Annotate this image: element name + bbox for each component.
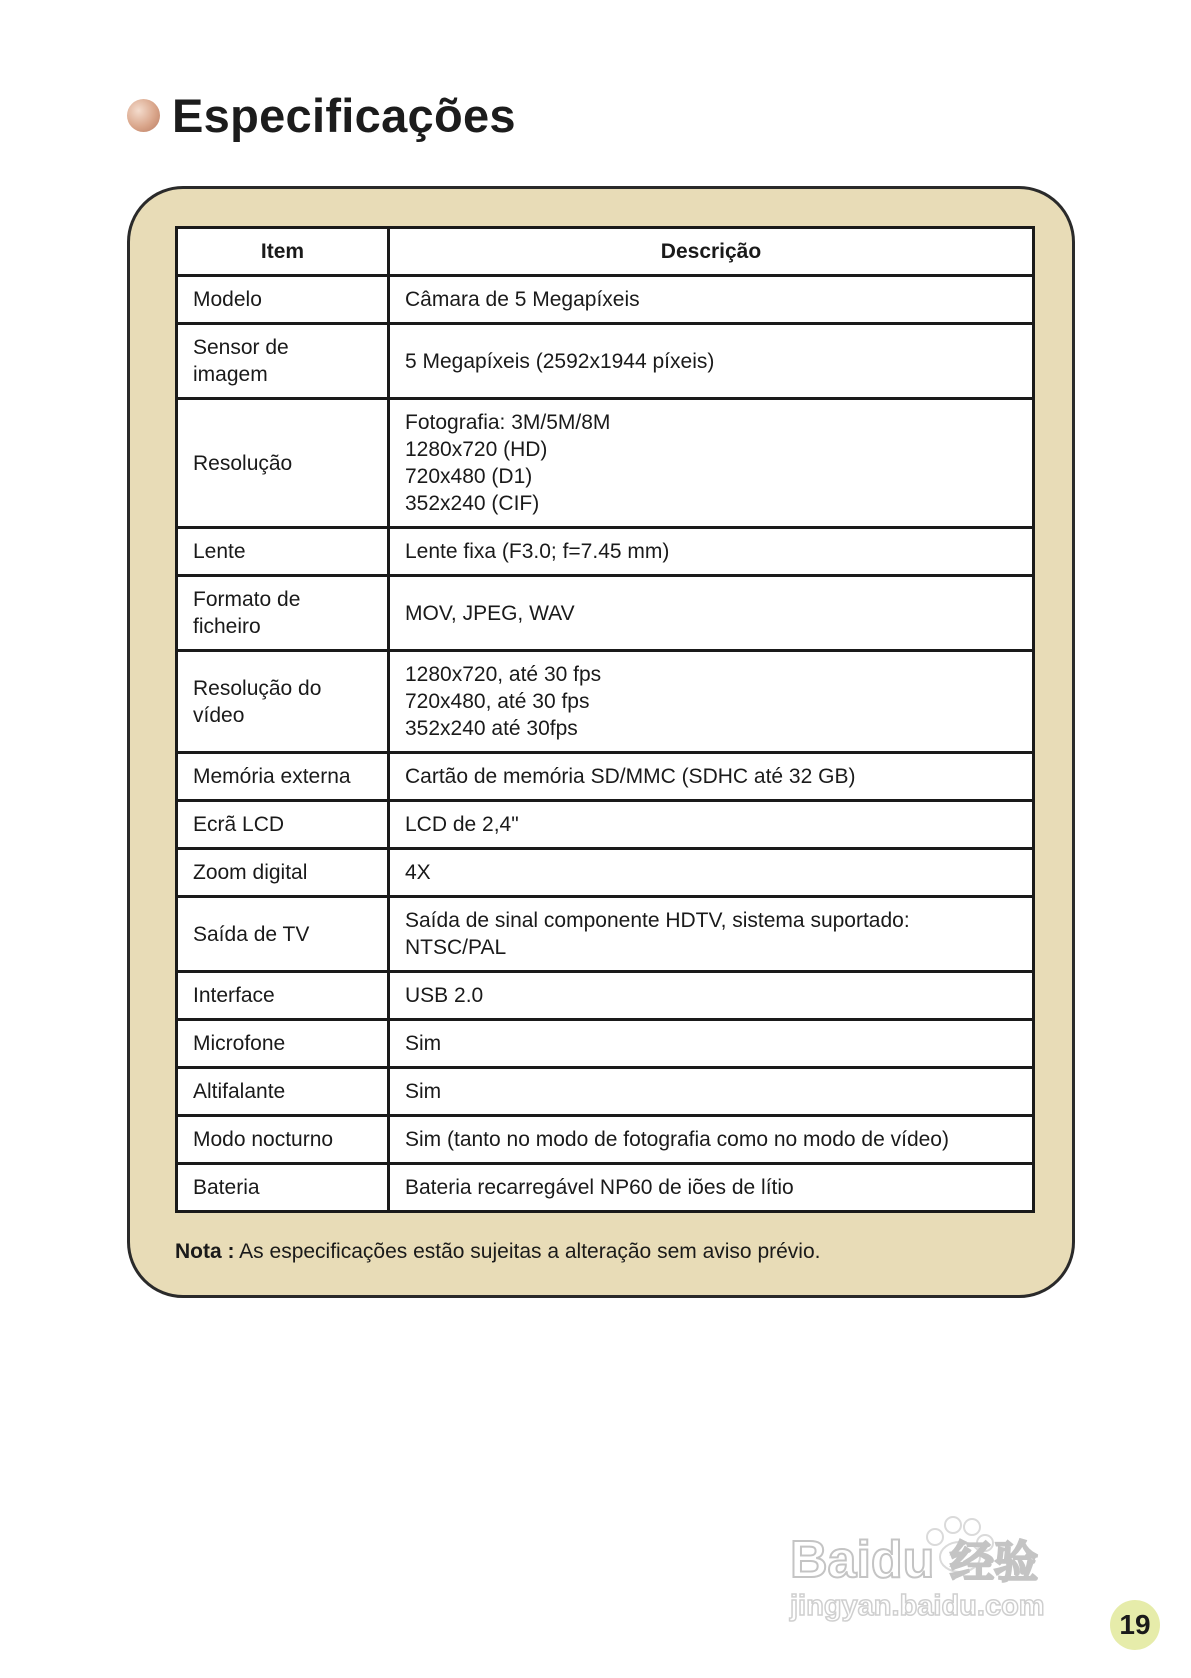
spec-description-cell: Lente fixa (F3.0; f=7.45 mm) bbox=[389, 528, 1034, 576]
spec-description-cell: Cartão de memória SD/MMC (SDHC até 32 GB) bbox=[389, 753, 1034, 801]
watermark-product: 经验 bbox=[950, 1537, 1038, 1588]
spec-description-cell: Sim bbox=[389, 1068, 1034, 1116]
note-text: As especificações estão sujeitas a alteração sem aviso prévio. bbox=[234, 1240, 821, 1263]
table-row bbox=[177, 324, 1034, 399]
header-item: Item bbox=[177, 228, 389, 276]
bullet-icon bbox=[127, 99, 160, 132]
header-description: Descrição bbox=[389, 228, 1034, 276]
spec-description-cell: Sim bbox=[389, 1020, 1034, 1068]
spec-description-cell: Bateria recarregável NP60 de iões de lítio bbox=[389, 1164, 1034, 1212]
table-row bbox=[177, 576, 1034, 651]
spec-item-cell: Bateria bbox=[177, 1164, 389, 1212]
table-row bbox=[177, 753, 1034, 801]
spec-item-cell: Ecrã LCD bbox=[177, 801, 389, 849]
spec-description-cell: 5 Megapíxeis (2592x1944 píxeis) bbox=[389, 324, 1034, 399]
spec-item-cell: Interface bbox=[177, 972, 389, 1020]
table-row bbox=[177, 651, 1034, 753]
table-row bbox=[177, 849, 1034, 897]
spec-item-cell: Memória externa bbox=[177, 753, 389, 801]
table-row bbox=[177, 972, 1034, 1020]
table-row bbox=[177, 1068, 1034, 1116]
spec-description-cell: Sim (tanto no modo de fotografia como no modo de vídeo) bbox=[389, 1116, 1034, 1164]
table-row bbox=[177, 1020, 1034, 1068]
spec-item-cell: Resolução do vídeo bbox=[177, 651, 389, 753]
spec-description-cell: 4X bbox=[389, 849, 1034, 897]
spec-item-cell: Sensor de imagem bbox=[177, 324, 389, 399]
note-label: Nota : bbox=[175, 1240, 235, 1263]
spec-description-cell: USB 2.0 bbox=[389, 972, 1034, 1020]
page-number: 19 bbox=[1110, 1600, 1160, 1650]
spec-item-cell: Formato de ficheiro bbox=[177, 576, 389, 651]
table-header-row bbox=[177, 228, 1034, 276]
spec-item-cell: Modo nocturno bbox=[177, 1116, 389, 1164]
spec-description-cell: MOV, JPEG, WAV bbox=[389, 576, 1034, 651]
table-row bbox=[177, 1116, 1034, 1164]
spec-description-cell: Fotografia: 3M/5M/8M 1280x720 (HD) 720x480 (D1) 352x240 (CIF) bbox=[389, 399, 1034, 528]
table-row bbox=[177, 528, 1034, 576]
spec-panel bbox=[127, 186, 1075, 1298]
table-row bbox=[177, 897, 1034, 972]
watermark-brand: Baidu bbox=[790, 1531, 935, 1589]
spec-description-cell: Câmara de 5 Megapíxeis bbox=[389, 276, 1034, 324]
table-row bbox=[177, 276, 1034, 324]
table-row bbox=[177, 801, 1034, 849]
watermark-url: jingyan.baidu.com bbox=[790, 1590, 1045, 1622]
spec-description-cell: Saída de sinal componente HDTV, sistema suportado: NTSC/PAL bbox=[389, 897, 1034, 972]
spec-description-cell: LCD de 2,4" bbox=[389, 801, 1034, 849]
page-title: Especificações bbox=[172, 89, 516, 142]
note bbox=[175, 1240, 820, 1264]
spec-item-cell: Altifalante bbox=[177, 1068, 389, 1116]
baidu-watermark bbox=[790, 1505, 1150, 1655]
spec-description-cell: 1280x720, até 30 fps 720x480, até 30 fps 352x240 até 30fps bbox=[389, 651, 1034, 753]
spec-item-cell: Saída de TV bbox=[177, 897, 389, 972]
spec-item-cell: Resolução bbox=[177, 399, 389, 528]
heading bbox=[127, 88, 516, 143]
spec-table bbox=[175, 226, 1035, 1213]
spec-item-cell: Modelo bbox=[177, 276, 389, 324]
spec-item-cell: Lente bbox=[177, 528, 389, 576]
spec-item-cell: Zoom digital bbox=[177, 849, 389, 897]
table-row bbox=[177, 399, 1034, 528]
spec-item-cell: Microfone bbox=[177, 1020, 389, 1068]
table-row bbox=[177, 1164, 1034, 1212]
